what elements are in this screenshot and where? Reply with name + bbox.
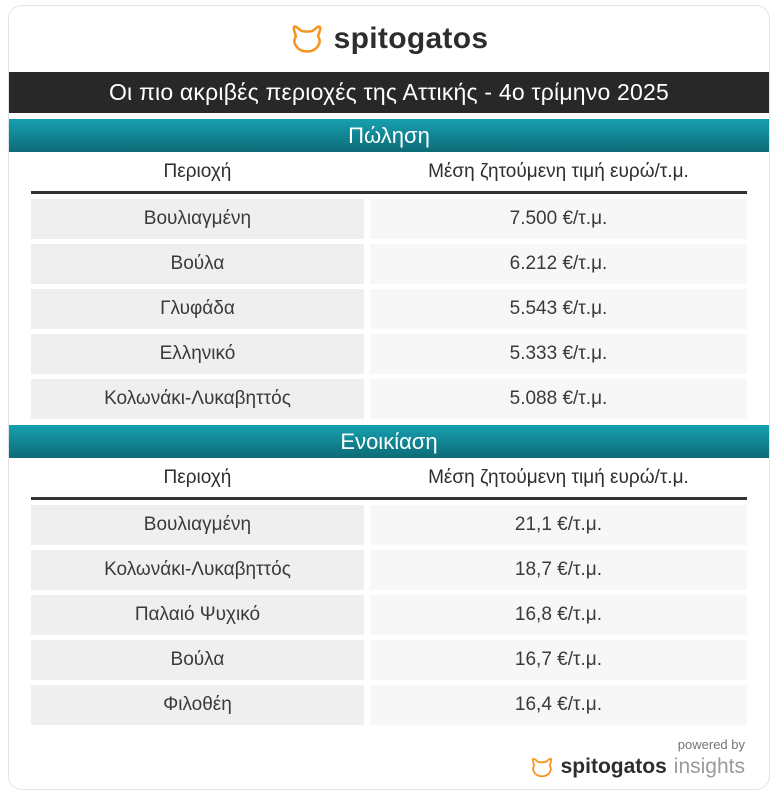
area-cell: Βουλιαγμένη: [31, 199, 364, 239]
header-logo: [9, 6, 769, 72]
table-row: [31, 595, 747, 635]
brand-name: spitogatos: [333, 22, 489, 55]
table-row: [31, 379, 747, 419]
price-cell: 7.500 €/τ.μ.: [370, 199, 747, 239]
sale-section: [9, 119, 769, 419]
area-cell: Βούλα: [31, 640, 364, 680]
price-cell: 18,7 €/τ.μ.: [370, 550, 747, 590]
price-cell: 5.333 €/τ.μ.: [370, 334, 747, 374]
price-cell: 16,4 €/τ.μ.: [370, 685, 747, 725]
area-cell: Βούλα: [31, 244, 364, 284]
rent-table-header-row: [31, 458, 747, 500]
infographic-card: [8, 5, 770, 790]
cat-icon: [290, 24, 324, 54]
section-header-rent: Ενοικίαση: [9, 425, 769, 458]
area-cell: Παλαιό Ψυχικό: [31, 595, 364, 635]
area-cell: Κολωνάκι-Λυκαβηττός: [31, 379, 364, 419]
table-row: [31, 289, 747, 329]
footer-brand-name: spitogatos: [560, 755, 667, 778]
sale-table-header-row: [31, 152, 747, 194]
column-header-price: Μέση ζητούμενη τιμή ευρώ/τ.μ.: [428, 160, 689, 182]
price-cell: 16,7 €/τ.μ.: [370, 640, 747, 680]
table-row: [31, 505, 747, 545]
price-cell: 21,1 €/τ.μ.: [370, 505, 747, 545]
price-cell: 16,8 €/τ.μ.: [370, 595, 747, 635]
price-cell: 5.543 €/τ.μ.: [370, 289, 747, 329]
page-title: Οι πιο ακριβές περιοχές της Αττικής - 4ο τρίμηνο 2025: [9, 72, 769, 113]
column-header-area: Περιοχή: [163, 160, 232, 182]
table-row: [31, 685, 747, 725]
table-row: [31, 244, 747, 284]
area-cell: Φιλοθέη: [31, 685, 364, 725]
section-header-sale: Πώληση: [9, 119, 769, 152]
powered-by-label: powered by: [677, 737, 745, 752]
area-cell: Κολωνάκι-Λυκαβηττός: [31, 550, 364, 590]
footer-logo: [9, 755, 745, 779]
price-cell: 5.088 €/τ.μ.: [370, 379, 747, 419]
column-header-area: Περιοχή: [163, 466, 232, 488]
card-footer: [9, 737, 769, 779]
area-cell: Ελληνικό: [31, 334, 364, 374]
table-row: [31, 640, 747, 680]
table-row: [31, 334, 747, 374]
price-cell: 6.212 €/τ.μ.: [370, 244, 747, 284]
rent-section: [9, 425, 769, 725]
table-row: [31, 199, 747, 239]
sale-table: [9, 152, 769, 419]
table-row: [31, 550, 747, 590]
rent-table: [9, 458, 769, 725]
column-header-price: Μέση ζητούμενη τιμή ευρώ/τ.μ.: [428, 466, 689, 488]
area-cell: Γλυφάδα: [31, 289, 364, 329]
footer-insights-label: insights: [673, 755, 745, 778]
area-cell: Βουλιαγμένη: [31, 505, 364, 545]
cat-icon: [530, 757, 554, 778]
